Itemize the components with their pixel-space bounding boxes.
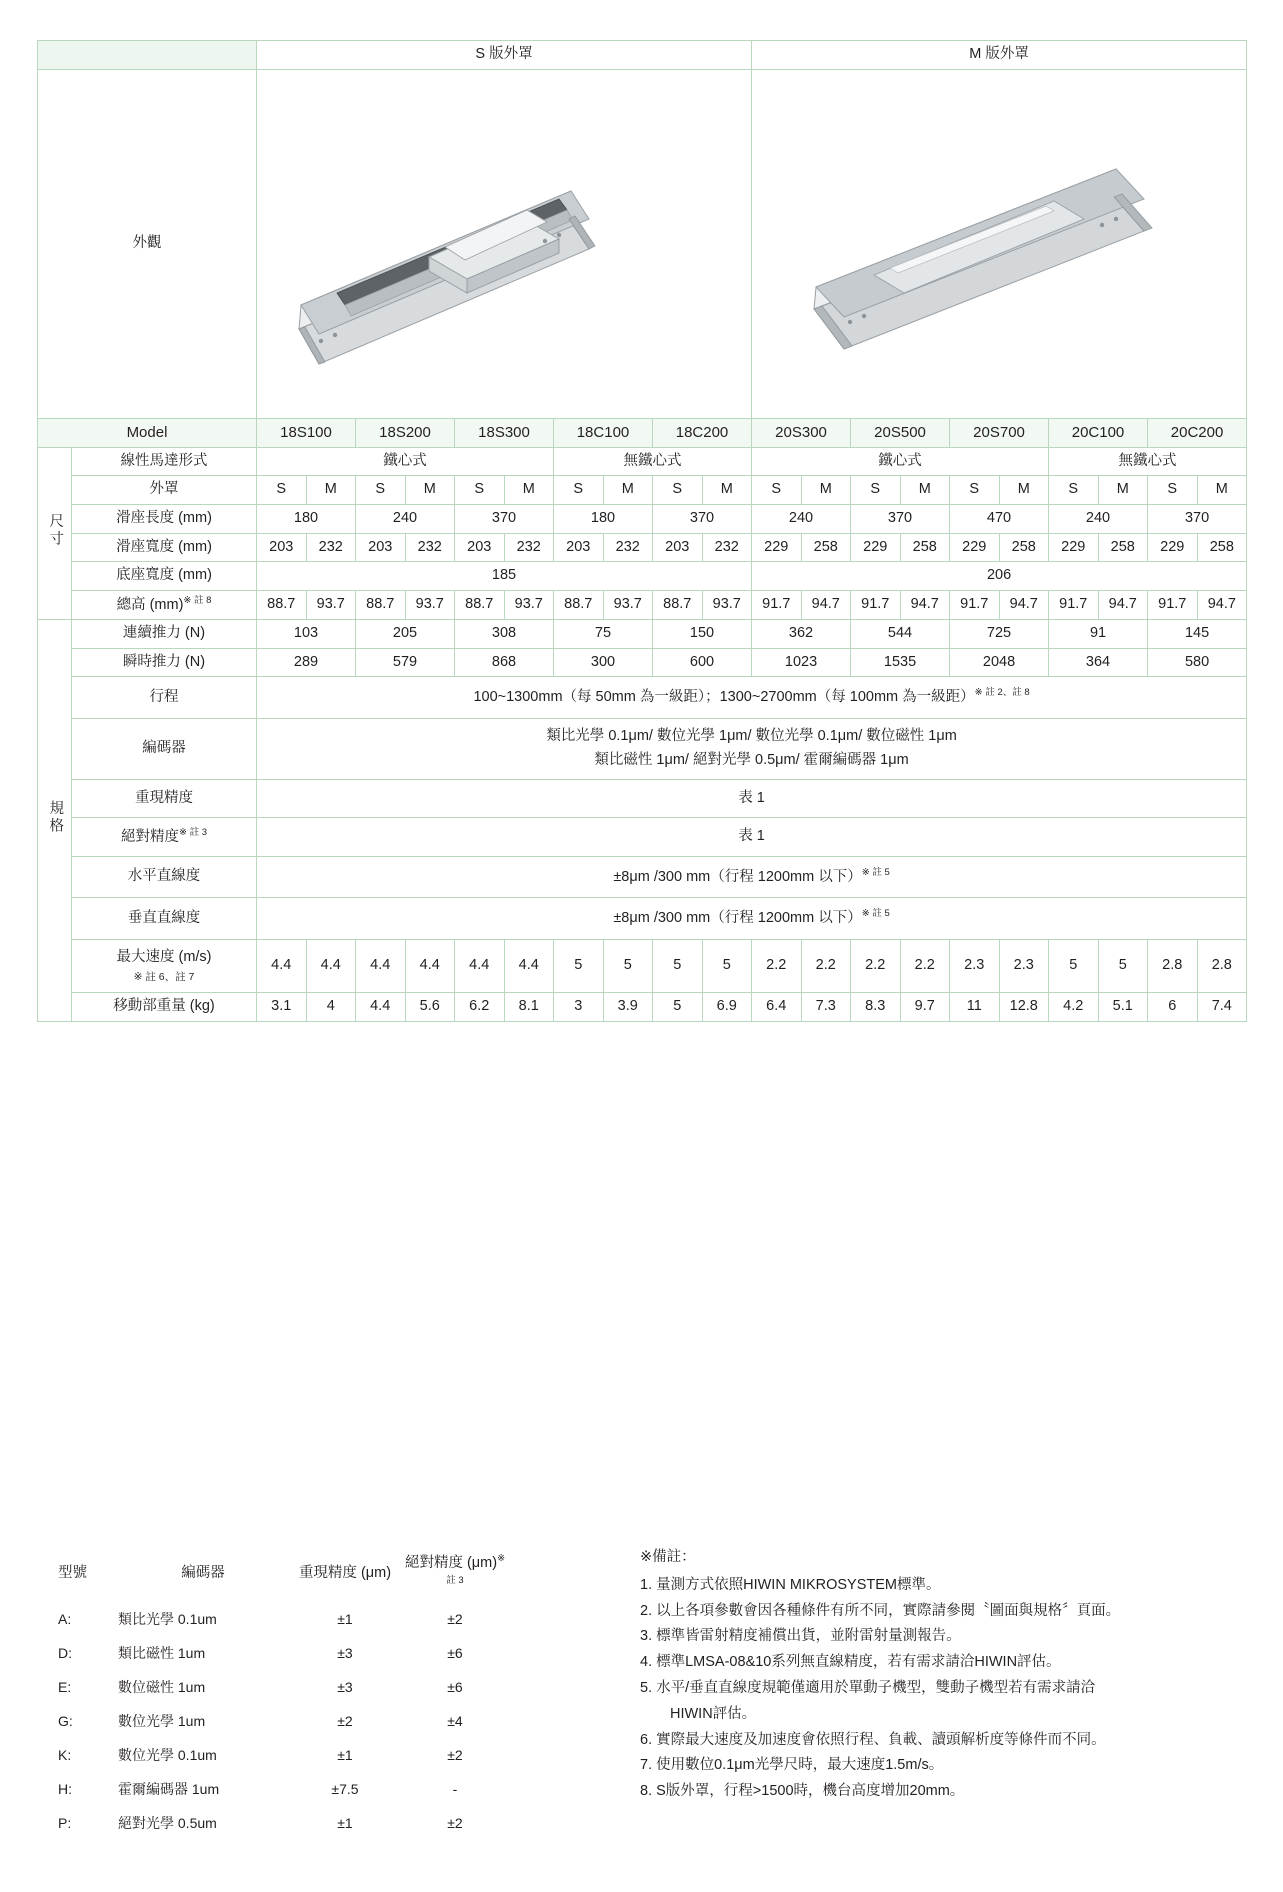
encoder-header-abs: 絕對精度 (μm)$^{※ 註 3}$ bbox=[404, 1553, 506, 1586]
total-height-6: 88.7 bbox=[554, 590, 604, 619]
total-height-7: 93.7 bbox=[603, 590, 653, 619]
moving-mass-13: 9.7 bbox=[900, 993, 950, 1022]
encoder-header-name: 編碼器 bbox=[181, 1565, 225, 1582]
encoder-abs-3: ±4 bbox=[447, 1712, 463, 1729]
cover-6: S bbox=[554, 476, 604, 505]
model-4: 18C200 bbox=[653, 418, 752, 447]
peak-force-7: 2048 bbox=[950, 648, 1049, 677]
moving-mass-9: 6.9 bbox=[702, 993, 752, 1022]
max-speed-19: 2.8 bbox=[1197, 939, 1247, 993]
stroke-label: 行程 bbox=[72, 677, 257, 718]
cover-5: M bbox=[504, 476, 554, 505]
stroke-note: ※ 註 2、註 8 bbox=[974, 687, 1030, 699]
peak-force-8: 364 bbox=[1049, 648, 1148, 677]
cover-18: S bbox=[1148, 476, 1198, 505]
total-height-8: 88.7 bbox=[653, 590, 703, 619]
encoder-name-4: 數位光學 0.1um bbox=[118, 1746, 217, 1763]
remark-item-5-cont: HIWIN評估。 bbox=[670, 1705, 757, 1722]
accuracy-note: ※ 註 3 bbox=[178, 826, 208, 838]
continuous-force-label: 連續推力 (N) bbox=[72, 620, 257, 649]
remark-item-5: 5. 水平/垂直直線度規範僅適用於單動子機型，雙動子機型若有需求請洽 bbox=[640, 1679, 1096, 1696]
moving-mass-2: 4.4 bbox=[356, 993, 406, 1022]
carriage-width-row bbox=[38, 533, 1247, 562]
encoder-name-2: 數位磁性 1um bbox=[118, 1678, 206, 1695]
encoder-rep-4: ±1 bbox=[337, 1746, 353, 1763]
encoder-name-0: 類比光學 0.1um bbox=[118, 1610, 217, 1627]
total-height-label: 總高 (mm)$^{※ 註 8}$ bbox=[72, 590, 257, 619]
encoder-rep-1: ±3 bbox=[337, 1644, 353, 1661]
peak-force-9: 580 bbox=[1148, 648, 1247, 677]
moving-mass-15: 12.8 bbox=[999, 993, 1049, 1022]
moving-mass-6: 3 bbox=[554, 993, 604, 1022]
encoder-rep-6: ±1 bbox=[337, 1814, 353, 1831]
remarks-title: ※備註： bbox=[640, 1549, 696, 1565]
encoder-abs-2: ±6 bbox=[447, 1678, 463, 1695]
total-height-19: 94.7 bbox=[1197, 590, 1247, 619]
remark-item-6: 6. 實際最大速度及加速度會依照行程、負載、讀頭解析度等條件而不同。 bbox=[640, 1731, 1106, 1748]
linear-motor-m-icon bbox=[754, 79, 1244, 409]
encoder-line-1: 類比光學 0.1μm/ 數位光學 1μm/ 數位光學 0.1μm/ 數位磁性 1μm bbox=[546, 727, 957, 744]
moving-mass-7: 3.9 bbox=[603, 993, 653, 1022]
encoder-code-3: G: bbox=[58, 1712, 73, 1729]
carriage-width-9: 232 bbox=[702, 533, 752, 562]
moving-mass-row bbox=[38, 993, 1247, 1022]
carriage-width-8: 203 bbox=[653, 533, 703, 562]
model-3: 18C100 bbox=[554, 418, 653, 447]
carriage-width-0: 203 bbox=[257, 533, 307, 562]
moving-mass-18: 6 bbox=[1148, 993, 1198, 1022]
encoder-row-3 bbox=[40, 1704, 510, 1738]
encoder-row-2 bbox=[40, 1670, 510, 1704]
cover-label: 外罩 bbox=[72, 476, 257, 505]
carriage-width-1: 232 bbox=[306, 533, 356, 562]
max-speed-18: 2.8 bbox=[1148, 939, 1198, 993]
carriage-length-9: 370 bbox=[1148, 504, 1247, 533]
vertical-straightness-note: ※ 註 5 bbox=[861, 908, 890, 920]
encoder-abs-4: ±2 bbox=[447, 1746, 463, 1763]
remarks-block bbox=[640, 1545, 1240, 1805]
max-speed-6: 5 bbox=[554, 939, 604, 993]
cover-9: M bbox=[702, 476, 752, 505]
cover-16: S bbox=[1049, 476, 1099, 505]
total-height-row bbox=[38, 590, 1247, 619]
carriage-length-6: 370 bbox=[851, 504, 950, 533]
accuracy-value: 表 1 bbox=[257, 818, 1247, 857]
appearance-image-m bbox=[752, 69, 1247, 418]
moving-mass-19: 7.4 bbox=[1197, 993, 1247, 1022]
encoder-abs-0: ±2 bbox=[447, 1610, 463, 1627]
max-speed-label: 最大速度 (m/s) ※ 註 6、註 7 bbox=[72, 939, 257, 993]
appearance-label: 外觀 bbox=[38, 69, 257, 418]
total-height-note: ※ 註 8 bbox=[183, 594, 212, 606]
total-height-10: 91.7 bbox=[752, 590, 802, 619]
encoder-name-3: 數位光學 1um bbox=[118, 1712, 206, 1729]
carriage-width-14: 229 bbox=[950, 533, 1000, 562]
carriage-width-18: 229 bbox=[1148, 533, 1198, 562]
encoder-abs-5: - bbox=[452, 1780, 458, 1797]
encoder-header-note: ※ 註 3 bbox=[446, 1553, 506, 1586]
encoder-row-0 bbox=[40, 1602, 510, 1636]
moving-mass-3: 5.6 bbox=[405, 993, 455, 1022]
encoder-code-0: A: bbox=[58, 1610, 72, 1627]
peak-force-5: 1023 bbox=[752, 648, 851, 677]
total-height-16: 91.7 bbox=[1049, 590, 1099, 619]
encoder-header-code: 型號 bbox=[58, 1565, 87, 1582]
total-height-3: 93.7 bbox=[405, 590, 455, 619]
stroke-value-cell bbox=[257, 677, 1247, 718]
cover-17: M bbox=[1098, 476, 1148, 505]
carriage-length-0: 180 bbox=[257, 504, 356, 533]
encoder-line-2: 類比磁性 1μm/ 絕對光學 0.5μm/ 霍爾編碼器 1μm bbox=[594, 752, 909, 769]
carriage-length-8: 240 bbox=[1049, 504, 1148, 533]
max-speed-row bbox=[38, 939, 1247, 993]
continuous-force-row bbox=[38, 620, 1247, 649]
cover-15: M bbox=[999, 476, 1049, 505]
encoder-name-5: 霍爾編碼器 1um bbox=[118, 1780, 220, 1797]
peak-force-4: 600 bbox=[653, 648, 752, 677]
motor-type-row bbox=[38, 447, 1247, 476]
total-height-13: 94.7 bbox=[900, 590, 950, 619]
encoder-code-1: D: bbox=[58, 1644, 72, 1661]
max-speed-5: 4.4 bbox=[504, 939, 554, 993]
carriage-width-5: 232 bbox=[504, 533, 554, 562]
carriage-length-label: 滑座長度 (mm) bbox=[72, 504, 257, 533]
total-height-9: 93.7 bbox=[702, 590, 752, 619]
total-height-1: 93.7 bbox=[306, 590, 356, 619]
moving-mass-10: 6.4 bbox=[752, 993, 802, 1022]
repeatability-row bbox=[38, 779, 1247, 818]
max-speed-12: 2.2 bbox=[851, 939, 901, 993]
carriage-width-4: 203 bbox=[455, 533, 505, 562]
max-speed-note: ※ 註 6、註 7 bbox=[133, 971, 195, 984]
cover-header-s: S 版外罩 bbox=[257, 41, 752, 70]
max-speed-7: 5 bbox=[603, 939, 653, 993]
moving-mass-0: 3.1 bbox=[257, 993, 307, 1022]
motor-type-0: 鐵心式 bbox=[257, 447, 554, 476]
max-speed-3: 4.4 bbox=[405, 939, 455, 993]
cover-header-row bbox=[38, 41, 1247, 70]
cover-10: S bbox=[752, 476, 802, 505]
appearance-image-s bbox=[257, 69, 752, 418]
continuous-force-3: 75 bbox=[554, 620, 653, 649]
carriage-width-15: 258 bbox=[999, 533, 1049, 562]
motor-drawing-s bbox=[259, 79, 749, 409]
encoder-rep-2: ±3 bbox=[337, 1678, 353, 1695]
encoder-name-1: 類比磁性 1um bbox=[118, 1644, 206, 1661]
max-speed-0: 4.4 bbox=[257, 939, 307, 993]
horizontal-straightness-label: 水平直線度 bbox=[72, 856, 257, 897]
encoder-row-1 bbox=[40, 1636, 510, 1670]
carriage-width-7: 232 bbox=[603, 533, 653, 562]
carriage-length-4: 370 bbox=[653, 504, 752, 533]
base-width-label: 底座寬度 (mm) bbox=[72, 562, 257, 591]
carriage-width-19: 258 bbox=[1197, 533, 1247, 562]
group-dimension-label: 尺寸 bbox=[38, 447, 72, 619]
carriage-length-1: 240 bbox=[356, 504, 455, 533]
repeatability-label: 重現精度 bbox=[72, 779, 257, 818]
cover-14: S bbox=[950, 476, 1000, 505]
carriage-length-2: 370 bbox=[455, 504, 554, 533]
motor-type-2: 鐵心式 bbox=[752, 447, 1049, 476]
model-row bbox=[38, 418, 1247, 447]
group-spec-label: 規格 bbox=[38, 620, 72, 1022]
encoder-code-5: H: bbox=[58, 1780, 72, 1797]
motor-drawing-m bbox=[754, 79, 1244, 409]
encoder-table-header-row bbox=[40, 1544, 510, 1602]
cover-7: M bbox=[603, 476, 653, 505]
stroke-value: 100~1300mm（每 50mm 為一級距）；1300~2700mm（每 100mm 為一級距） bbox=[473, 688, 975, 705]
encoder-row-4 bbox=[40, 1738, 510, 1772]
remark-item-1: 1. 量測方式依照HIWIN MIKROSYSTEM標準。 bbox=[640, 1576, 941, 1593]
max-speed-11: 2.2 bbox=[801, 939, 851, 993]
continuous-force-9: 145 bbox=[1148, 620, 1247, 649]
cover-3: M bbox=[405, 476, 455, 505]
remark-item-8: 8. S版外罩，行程>1500時，機台高度增加20mm。 bbox=[640, 1783, 965, 1800]
encoder-row-6 bbox=[40, 1806, 510, 1840]
model-2: 18S300 bbox=[455, 418, 554, 447]
encoder-value-cell bbox=[257, 718, 1247, 779]
total-height-0: 88.7 bbox=[257, 590, 307, 619]
vertical-straightness-label: 垂直直線度 bbox=[72, 898, 257, 939]
peak-force-1: 579 bbox=[356, 648, 455, 677]
carriage-width-13: 258 bbox=[900, 533, 950, 562]
base-width-1: 206 bbox=[752, 562, 1247, 591]
peak-force-2: 868 bbox=[455, 648, 554, 677]
cover-row bbox=[38, 476, 1247, 505]
max-speed-17: 5 bbox=[1098, 939, 1148, 993]
cover-13: M bbox=[900, 476, 950, 505]
carriage-length-7: 470 bbox=[950, 504, 1049, 533]
horizontal-straightness-cell bbox=[257, 856, 1247, 897]
accuracy-row bbox=[38, 818, 1247, 857]
remark-item-3: 3. 標準皆雷射精度補償出貨，並附雷射量測報告。 bbox=[640, 1628, 961, 1645]
moving-mass-5: 8.1 bbox=[504, 993, 554, 1022]
carriage-width-17: 258 bbox=[1098, 533, 1148, 562]
moving-mass-4: 6.2 bbox=[455, 993, 505, 1022]
moving-mass-label: 移動部重量 (kg) bbox=[72, 993, 257, 1022]
max-speed-14: 2.3 bbox=[950, 939, 1000, 993]
model-7: 20S700 bbox=[950, 418, 1049, 447]
max-speed-8: 5 bbox=[653, 939, 703, 993]
cover-1: M bbox=[306, 476, 356, 505]
cover-11: M bbox=[801, 476, 851, 505]
model-6: 20S500 bbox=[851, 418, 950, 447]
encoder-rep-3: ±2 bbox=[337, 1712, 353, 1729]
model-label: Model bbox=[38, 418, 257, 447]
remark-item-2: 2. 以上各項參數會因各種條件有所不同，實際請參閱〝圖面與規格〞頁面。 bbox=[640, 1602, 1121, 1619]
continuous-force-2: 308 bbox=[455, 620, 554, 649]
encoder-abs-1: ±6 bbox=[447, 1644, 463, 1661]
model-9: 20C200 bbox=[1148, 418, 1247, 447]
encoder-header-rep: 重現精度 (μm) bbox=[298, 1565, 392, 1582]
remark-item-7: 7. 使用數位0.1μm光學尺時，最大速度1.5m/s。 bbox=[640, 1757, 944, 1774]
stroke-row bbox=[38, 677, 1247, 718]
continuous-force-7: 725 bbox=[950, 620, 1049, 649]
appearance-row bbox=[38, 69, 1247, 418]
total-height-14: 91.7 bbox=[950, 590, 1000, 619]
max-speed-4: 4.4 bbox=[455, 939, 505, 993]
encoder-code-6: P: bbox=[58, 1814, 72, 1831]
continuous-force-0: 103 bbox=[257, 620, 356, 649]
remark-item-4: 4. 標準LMSA-08&10系列無直線精度，若有需求請洽HIWIN評估。 bbox=[640, 1654, 1061, 1671]
encoder-accuracy-table bbox=[40, 1544, 510, 1840]
carriage-width-12: 229 bbox=[851, 533, 901, 562]
vertical-straightness-row bbox=[38, 898, 1247, 939]
encoder-row bbox=[38, 718, 1247, 779]
encoder-code-4: K: bbox=[58, 1746, 72, 1763]
carriage-width-11: 258 bbox=[801, 533, 851, 562]
horizontal-straightness-row bbox=[38, 856, 1247, 897]
peak-force-label: 瞬時推力 (N) bbox=[72, 648, 257, 677]
motor-type-1: 無鐵心式 bbox=[554, 447, 752, 476]
max-speed-10: 2.2 bbox=[752, 939, 802, 993]
max-speed-2: 4.4 bbox=[356, 939, 406, 993]
moving-mass-16: 4.2 bbox=[1049, 993, 1099, 1022]
model-8: 20C100 bbox=[1049, 418, 1148, 447]
cover-2: S bbox=[356, 476, 406, 505]
encoder-label: 編碼器 bbox=[72, 718, 257, 779]
max-speed-1: 4.4 bbox=[306, 939, 356, 993]
continuous-force-6: 544 bbox=[851, 620, 950, 649]
max-speed-16: 5 bbox=[1049, 939, 1099, 993]
model-1: 18S200 bbox=[356, 418, 455, 447]
repeatability-value: 表 1 bbox=[257, 779, 1247, 818]
carriage-width-6: 203 bbox=[554, 533, 604, 562]
continuous-force-5: 362 bbox=[752, 620, 851, 649]
moving-mass-1: 4 bbox=[306, 993, 356, 1022]
encoder-rep-0: ±1 bbox=[337, 1610, 353, 1627]
carriage-length-row bbox=[38, 504, 1247, 533]
vertical-straightness-cell bbox=[257, 898, 1247, 939]
max-speed-15: 2.3 bbox=[999, 939, 1049, 993]
encoder-code-2: E: bbox=[58, 1678, 72, 1695]
continuous-force-1: 205 bbox=[356, 620, 455, 649]
moving-mass-11: 7.3 bbox=[801, 993, 851, 1022]
continuous-force-4: 150 bbox=[653, 620, 752, 649]
base-width-0: 185 bbox=[257, 562, 752, 591]
carriage-width-10: 229 bbox=[752, 533, 802, 562]
total-height-4: 88.7 bbox=[455, 590, 505, 619]
moving-mass-17: 5.1 bbox=[1098, 993, 1148, 1022]
carriage-width-label: 滑座寬度 (mm) bbox=[72, 533, 257, 562]
specification-table bbox=[37, 40, 1247, 1022]
cover-0: S bbox=[257, 476, 307, 505]
total-height-5: 93.7 bbox=[504, 590, 554, 619]
model-5: 20S300 bbox=[752, 418, 851, 447]
total-height-18: 91.7 bbox=[1148, 590, 1198, 619]
carriage-length-5: 240 bbox=[752, 504, 851, 533]
total-height-11: 94.7 bbox=[801, 590, 851, 619]
peak-force-6: 1535 bbox=[851, 648, 950, 677]
carriage-width-3: 232 bbox=[405, 533, 455, 562]
total-height-15: 94.7 bbox=[999, 590, 1049, 619]
continuous-force-8: 91 bbox=[1049, 620, 1148, 649]
linear-motor-s-icon bbox=[259, 79, 749, 409]
cover-4: S bbox=[455, 476, 505, 505]
cover-19: M bbox=[1197, 476, 1247, 505]
carriage-length-3: 180 bbox=[554, 504, 653, 533]
encoder-rep-5: ±7.5 bbox=[331, 1780, 359, 1797]
horizontal-straightness-value: ±8μm /300 mm（行程 1200mm 以下） bbox=[613, 868, 862, 885]
horizontal-straightness-note: ※ 註 5 bbox=[861, 866, 890, 878]
peak-force-row bbox=[38, 648, 1247, 677]
total-height-17: 94.7 bbox=[1098, 590, 1148, 619]
max-speed-13: 2.2 bbox=[900, 939, 950, 993]
carriage-width-16: 229 bbox=[1049, 533, 1099, 562]
peak-force-0: 289 bbox=[257, 648, 356, 677]
base-width-row bbox=[38, 562, 1247, 591]
accuracy-label: 絕對精度$^{※ 註 3}$ bbox=[72, 818, 257, 857]
motor-type-label: 線性馬達形式 bbox=[72, 447, 257, 476]
peak-force-3: 300 bbox=[554, 648, 653, 677]
model-0: 18S100 bbox=[257, 418, 356, 447]
cover-8: S bbox=[653, 476, 703, 505]
moving-mass-14: 11 bbox=[950, 993, 1000, 1022]
encoder-row-5 bbox=[40, 1772, 510, 1806]
moving-mass-12: 8.3 bbox=[851, 993, 901, 1022]
max-speed-9: 5 bbox=[702, 939, 752, 993]
motor-type-3: 無鐵心式 bbox=[1049, 447, 1247, 476]
cover-12: S bbox=[851, 476, 901, 505]
encoder-name-6: 絕對光學 0.5um bbox=[118, 1814, 217, 1831]
carriage-width-2: 203 bbox=[356, 533, 406, 562]
blank-corner bbox=[38, 41, 257, 70]
vertical-straightness-value: ±8μm /300 mm（行程 1200mm 以下） bbox=[613, 910, 862, 926]
total-height-12: 91.7 bbox=[851, 590, 901, 619]
moving-mass-8: 5 bbox=[653, 993, 703, 1022]
encoder-abs-6: ±2 bbox=[447, 1814, 463, 1831]
cover-header-m: M 版外罩 bbox=[752, 41, 1247, 70]
total-height-2: 88.7 bbox=[356, 590, 406, 619]
